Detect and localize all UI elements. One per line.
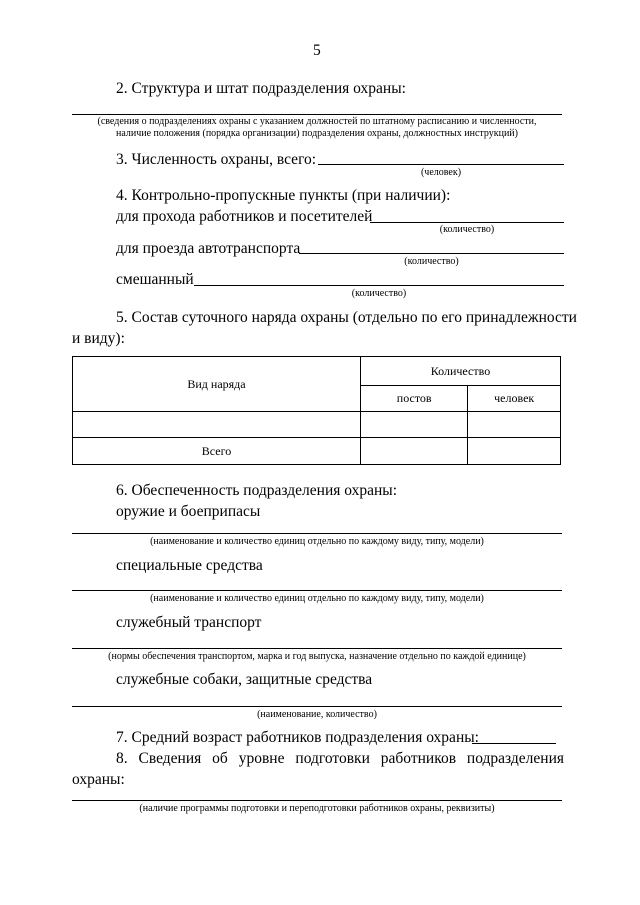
- section-3-label: 3. Численность охраны, всего:: [116, 151, 317, 168]
- cell-total-posts[interactable]: [360, 438, 467, 465]
- checkpoint-vehicles-fill-line[interactable]: [299, 253, 564, 254]
- checkpoint-workers-label: для прохода работников и посетителей: [116, 208, 373, 225]
- section-8-line1: 8. Сведения об уровне подготовки работников подразделения: [116, 750, 564, 767]
- section-7-label: 7. Средний возраст работников подразделения охраны:: [116, 729, 479, 746]
- section-2-note-line1: (сведения о подразделениях охраны с указанием должностей по штатному расписанию и численности,: [97, 116, 537, 127]
- checkpoint-mixed-fill-line[interactable]: [194, 285, 564, 286]
- section-5-title-line2: и виду):: [72, 330, 125, 347]
- section-3-note: (человек): [420, 167, 462, 178]
- transport-fill-line[interactable]: [72, 648, 562, 649]
- transport-note: (нормы обеспечения транспортом, марка и год выпуска, назначение отдельно по каждой единице): [108, 651, 526, 662]
- section-3-fill-line[interactable]: [318, 164, 564, 165]
- checkpoint-workers-note: (количество): [439, 224, 495, 235]
- section-2-note-line2: наличие положения (порядка организации) подразделения охраны, должностных инструкций): [115, 128, 518, 139]
- dogs-fill-line[interactable]: [72, 706, 562, 707]
- checkpoint-vehicles-label: для проезда автотранспорта: [116, 240, 301, 257]
- checkpoint-mixed-label: смешанный: [116, 271, 194, 288]
- header-quantity: Количество: [360, 357, 560, 386]
- dogs-note: (наименование, количество): [257, 709, 377, 720]
- duty-table: [72, 356, 561, 465]
- table-row-total: [73, 438, 561, 465]
- table-row: [73, 412, 561, 438]
- checkpoint-vehicles-note: (количество): [404, 256, 459, 267]
- section-2-fill-line[interactable]: [72, 114, 562, 115]
- weapons-label: оружие и боеприпасы: [116, 503, 261, 520]
- header-people: человек: [468, 386, 561, 412]
- dogs-label: служебные собаки, защитные средства: [116, 671, 373, 688]
- header-posts: постов: [360, 386, 467, 412]
- special-means-label: специальные средства: [116, 557, 263, 574]
- header-duty-type: Вид наряда: [73, 357, 361, 412]
- cell-total-label: Всего: [73, 438, 361, 465]
- section-6-title: 6. Обеспеченность подразделения охраны:: [116, 482, 397, 499]
- section-7-fill-line[interactable]: [472, 743, 556, 744]
- cell-total-people[interactable]: [468, 438, 561, 465]
- section-4-title: 4. Контрольно-пропускные пункты (при наличии):: [116, 187, 451, 204]
- checkpoint-workers-fill-line[interactable]: [370, 222, 564, 223]
- transport-label: служебный транспорт: [116, 614, 262, 631]
- section-8-fill-line[interactable]: [72, 800, 562, 801]
- weapons-fill-line[interactable]: [72, 533, 562, 534]
- section-2-title: 2. Структура и штат подразделения охраны:: [116, 80, 406, 97]
- page-number: 5: [313, 42, 321, 59]
- section-8-note: (наличие программы подготовки и переподготовки работников охраны, реквизиты): [139, 803, 495, 814]
- cell-duty-type[interactable]: [73, 412, 361, 438]
- section-5-title-line1: 5. Состав суточного наряда охраны (отдельно по его принадлежности: [116, 309, 577, 326]
- section-8-line2: охраны:: [72, 771, 125, 788]
- cell-posts[interactable]: [360, 412, 467, 438]
- special-means-note: (наименование и количество единиц отдельно по каждому виду, типу, модели): [150, 593, 484, 604]
- cell-people[interactable]: [468, 412, 561, 438]
- checkpoint-mixed-note: (количество): [351, 288, 407, 299]
- weapons-note: (наименование и количество единиц отдельно по каждому виду, типу, модели): [150, 536, 484, 547]
- special-means-fill-line[interactable]: [72, 590, 562, 591]
